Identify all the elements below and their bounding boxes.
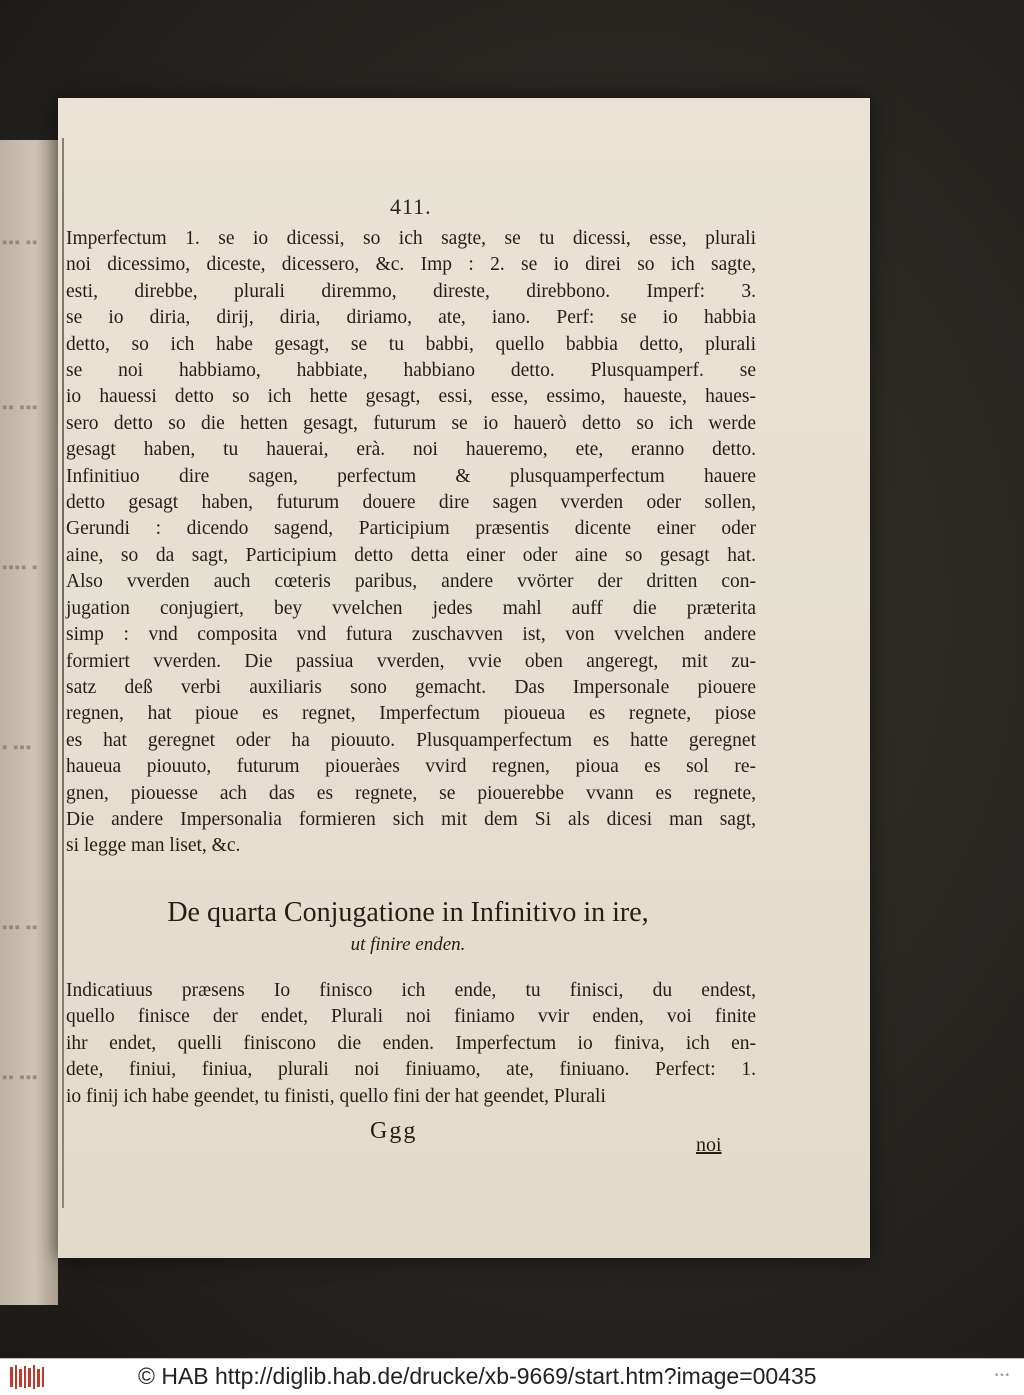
text-line: haueua piouuto, futurum pioueràes vvird regnen, pioua es sol re- bbox=[66, 756, 756, 778]
text-line: es hat geregnet oder ha piouuto. Plusquamperfectum es hatte geregnet bbox=[66, 729, 756, 751]
hab-logo-icon bbox=[8, 1363, 48, 1391]
book-page bbox=[58, 98, 870, 1258]
text-line: noi dicessimo, diceste, dicessero, &c. Imp : 2. se io direi so ich sagte, bbox=[66, 254, 756, 276]
bleed-through-text: ▪▪▪ ▪▪ bbox=[2, 920, 39, 936]
text-line: io finij ich habe geendet, tu finisti, quello fini der hat geendet, Plurali bbox=[66, 1085, 606, 1107]
bleed-through-text: ▪ ▪▪▪ bbox=[2, 740, 33, 756]
section-heading: De quarta Conjugatione in Infinitivo in ire, bbox=[167, 897, 649, 928]
bleed-through-text: ▪▪▪▪ ▪ bbox=[2, 560, 39, 576]
bleed-through-text: ▪▪▪ ▪▪ bbox=[2, 235, 39, 251]
catchword: noi bbox=[696, 1134, 722, 1156]
text-line: se io diria, dirij, diria, diriamo, ate, iano. Perf: se io habbia bbox=[66, 307, 756, 329]
text-line: detto, so ich habe gesagt, se tu babbi, quello babbia detto, plurali bbox=[66, 333, 756, 355]
page-number: 411. bbox=[390, 194, 432, 219]
text-line: dete, finiui, finiua, plurali noi finiuamo, ate, finiuano. Perfect: 1. bbox=[66, 1059, 756, 1081]
text-line: ihr endet, quelli finiscono die enden. Imperfectum io finiva, ich en- bbox=[66, 1032, 756, 1054]
footer-bar bbox=[0, 1358, 1024, 1395]
text-line: gnen, piouesse ach das es regnete, se piouerebbe vvann es regnete, bbox=[66, 782, 756, 804]
text-line: satz deß verbi auxiliaris sono gemacht. Das Impersonale piouere bbox=[66, 676, 756, 698]
text-line: si legge man liset, &c. bbox=[66, 835, 241, 857]
paragraph-conjugation-fourth bbox=[66, 978, 756, 1110]
facing-page-edge bbox=[0, 140, 58, 1305]
text-line: io hauessi detto so ich hette gesagt, essi, esse, essimo, haueste, haues- bbox=[66, 386, 756, 408]
paragraph-conjugation-third bbox=[66, 226, 756, 860]
dots-icon: ••• bbox=[994, 1371, 1010, 1381]
text-line: formiert vverden. Die passiua vverden, vvie oben angeregt, mit zu- bbox=[66, 650, 756, 672]
text-line: Die andere Impersonalia formieren sich mit dem Si als dicesi man sagt, bbox=[66, 808, 756, 830]
text-line: sero detto so die hetten gesagt, futurum se io hauerò detto so ich werde bbox=[66, 412, 756, 434]
bleed-through-text: ▪▪ ▪▪▪ bbox=[2, 400, 39, 416]
text-line: Also vverden auch cœteris paribus, andere vvörter der dritten con- bbox=[66, 571, 756, 593]
text-line: aine, so da sagt, Participium detto detta einer oder aine so gesagt hat. bbox=[66, 544, 756, 566]
text-line: Imperfectum 1. se io dicessi, so ich sagte, se tu dicessi, esse, plurali bbox=[66, 228, 756, 249]
text-line: esti, direbbe, plurali diremmo, direste, direbbono. Imperf: 3. bbox=[66, 280, 756, 302]
gutter-shadow bbox=[62, 138, 64, 1208]
text-line: quello finisce der endet, Plurali noi finiamo vvir enden, voi finite bbox=[66, 1006, 756, 1028]
text-line: Gerundi : dicendo sagend, Participium præsentis dicente einer oder bbox=[66, 518, 756, 540]
text-line: simp : vnd composita vnd futura zuschavven ist, von vvelchen andere bbox=[66, 624, 756, 646]
text-line: gesagt haben, tu hauerai, erà. noi haueremo, ete, eranno detto. bbox=[66, 439, 756, 461]
text-line: Infinitiuo dire sagen, perfectum & plusquamperfectum hauere bbox=[66, 465, 756, 487]
section-subheading: ut finire enden. bbox=[350, 934, 466, 955]
signature-mark: Ggg bbox=[370, 1118, 418, 1144]
text-line: regnen, hat pioue es regnet, Imperfectum pioueua es regnete, piose bbox=[66, 703, 756, 725]
bleed-through-text: ▪▪ ▪▪▪ bbox=[2, 1070, 39, 1086]
text-line: Indicatiuus præsens Io finisco ich ende, tu finisci, du endest, bbox=[66, 980, 756, 1001]
copyright-url[interactable]: © HAB http://diglib.hab.de/drucke/xb-9669/start.htm?image=00435 bbox=[138, 1363, 817, 1389]
text-line: detto gesagt haben, futurum douere dire sagen vverden oder sollen, bbox=[66, 492, 756, 514]
text-line: se noi habbiamo, habbiate, habbiano detto. Plusquamperf. se bbox=[66, 360, 756, 382]
text-line: jugation conjugiert, bey vvelchen jedes mahl auff die præterita bbox=[66, 597, 756, 619]
